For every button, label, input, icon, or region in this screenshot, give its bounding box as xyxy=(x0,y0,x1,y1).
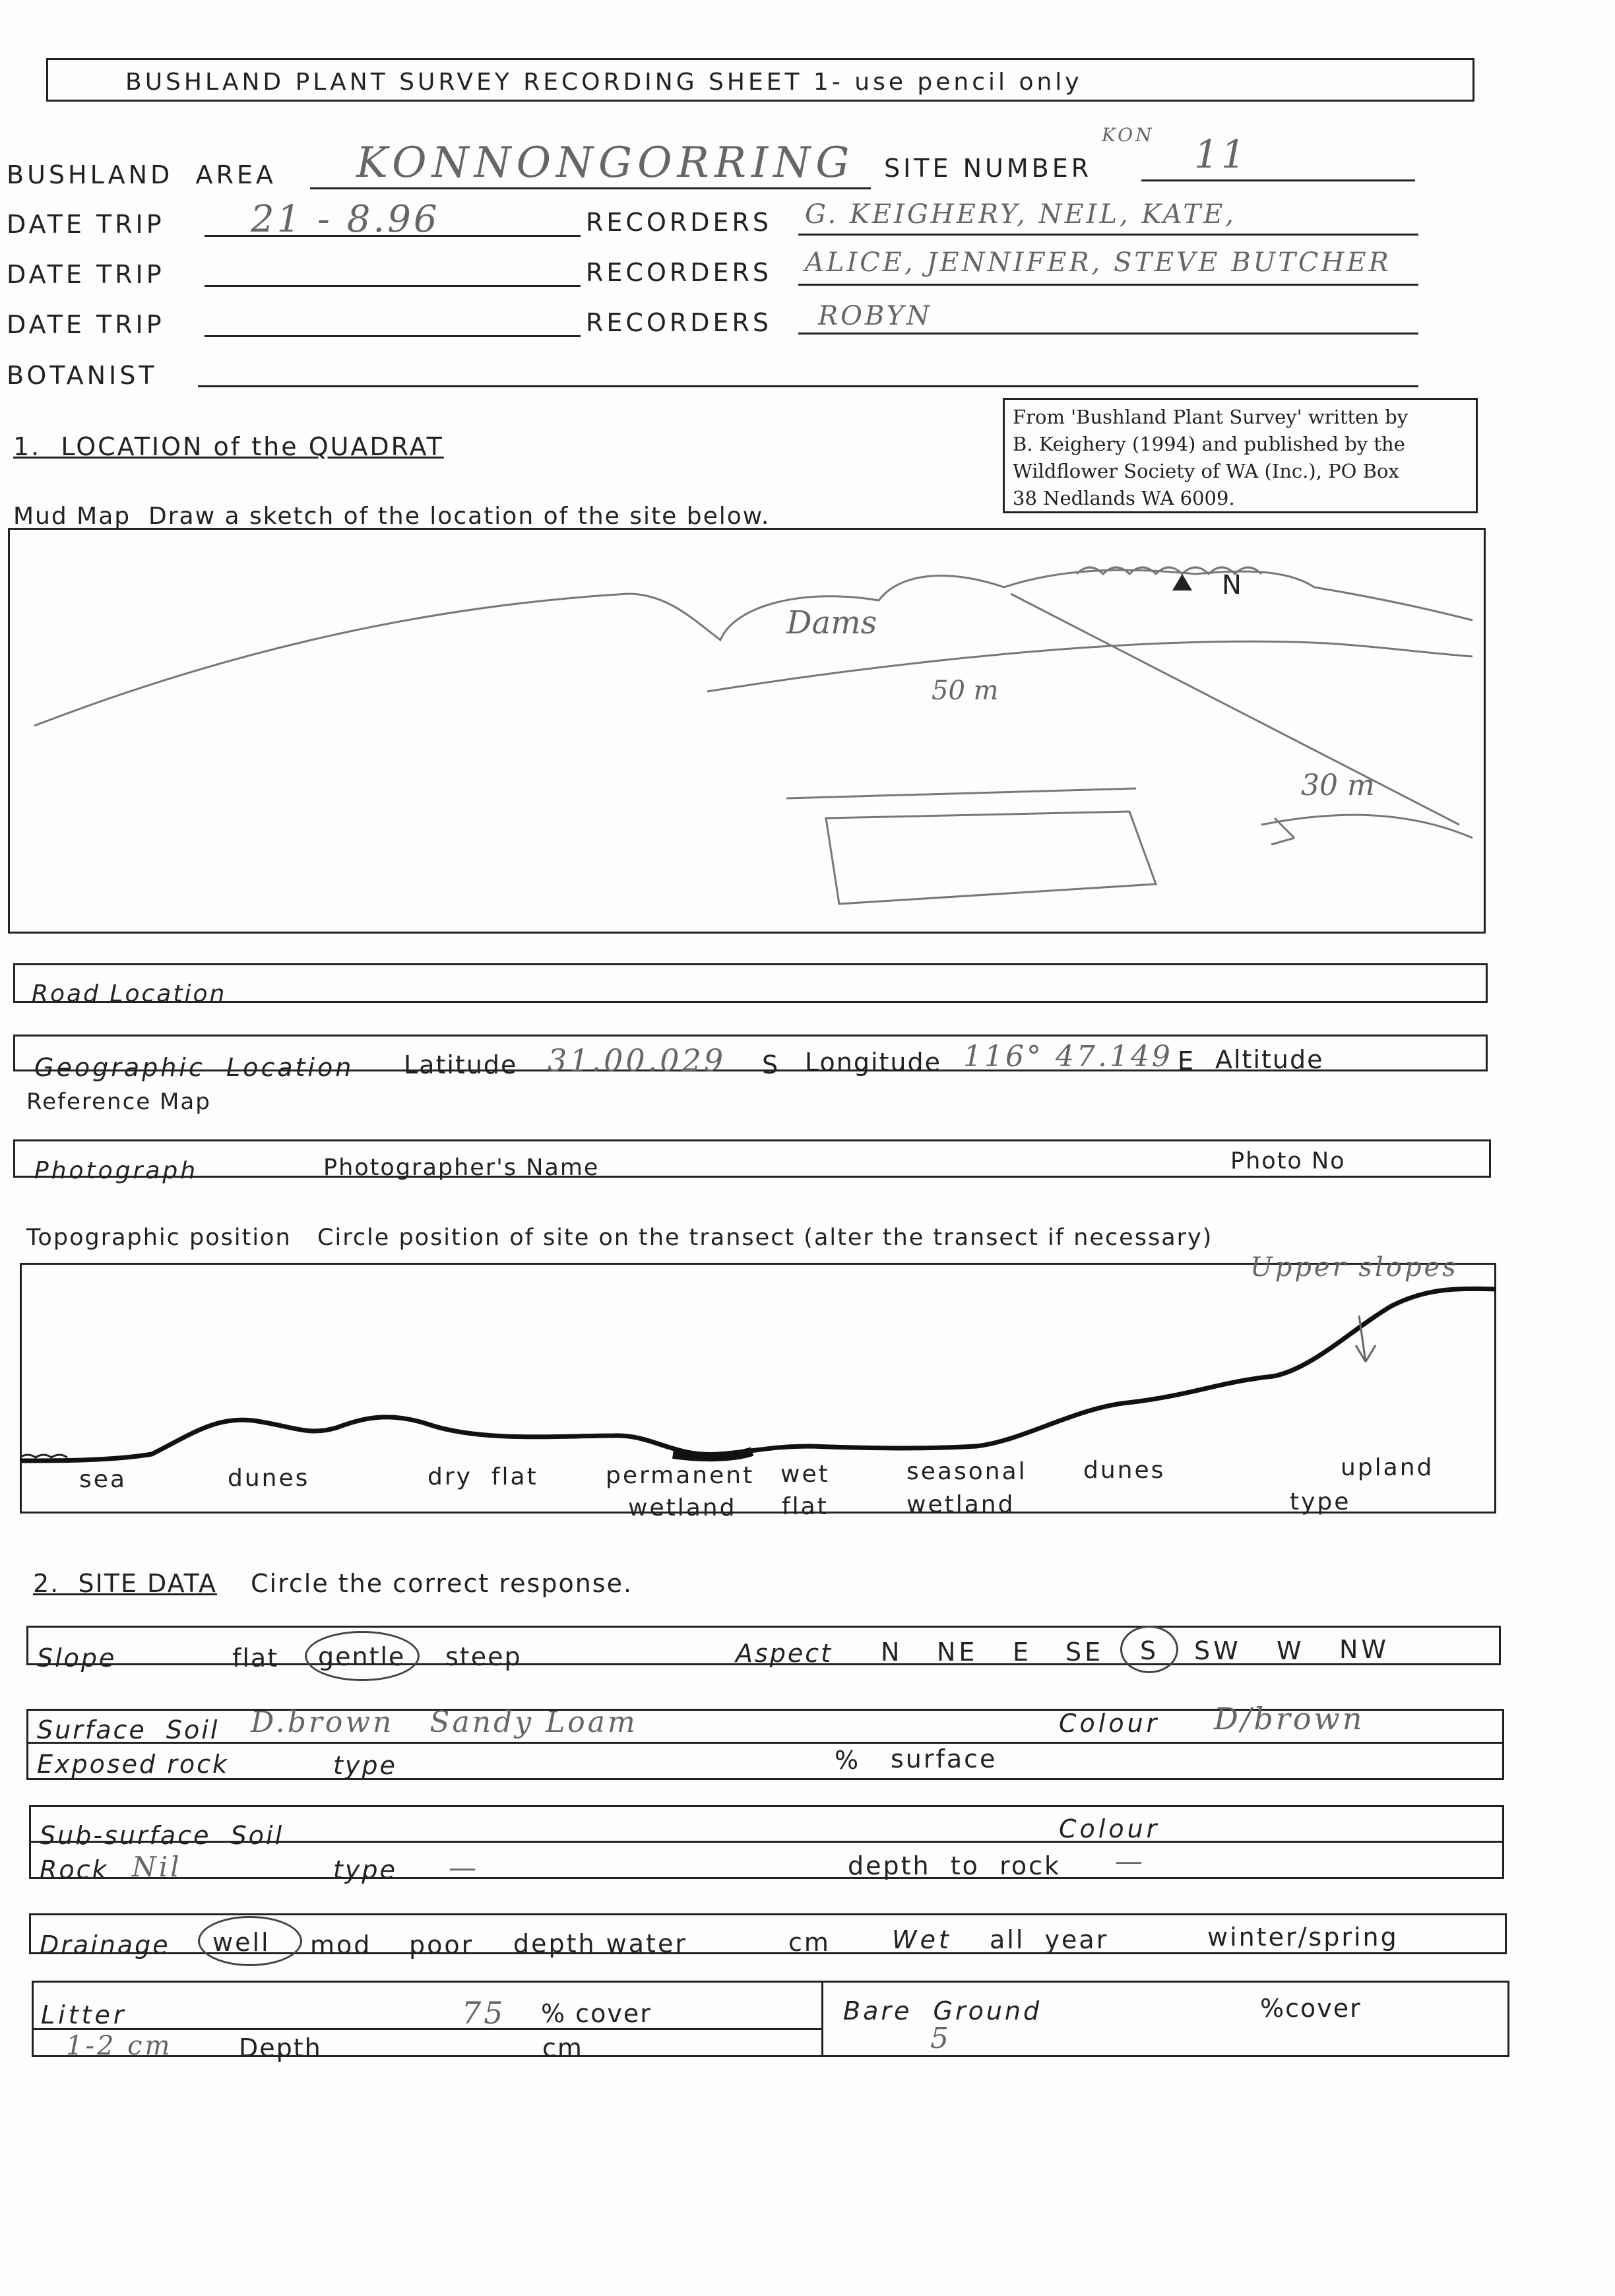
latitude-value[interactable]: 31.00.029 xyxy=(548,1042,726,1078)
bare-ground-cover: %cover xyxy=(1260,1994,1362,2023)
aspect-e[interactable]: E xyxy=(1013,1638,1032,1667)
citation-line-4: 38 Nedlands WA 6009. xyxy=(1013,487,1235,509)
topo-sea[interactable]: sea xyxy=(79,1466,127,1493)
longitude-e: E xyxy=(1178,1046,1197,1075)
aspect-nw[interactable]: NW xyxy=(1339,1635,1389,1664)
recorders-label-2: RECORDERS xyxy=(586,258,773,287)
citation-line-3: Wildflower Society of WA (Inc.), PO Box xyxy=(1013,460,1399,482)
topo-wetland-1[interactable]: wetland xyxy=(628,1494,737,1521)
recorders-label-3: RECORDERS xyxy=(586,308,773,337)
topo-dunes-1[interactable]: dunes xyxy=(228,1465,310,1492)
sketch-30m: 30 m xyxy=(1301,769,1375,802)
section2-heading: 2. SITE DATA xyxy=(33,1569,217,1598)
litter-depth-value[interactable]: 1-2 cm xyxy=(66,2031,173,2061)
road-location-box[interactable] xyxy=(13,963,1488,1003)
photograph-label: Photograph xyxy=(34,1157,199,1184)
topo-seasonal[interactable]: seasonal xyxy=(906,1458,1027,1485)
slope-label: Slope xyxy=(37,1643,117,1673)
drainage-all-year[interactable]: all year xyxy=(990,1925,1109,1954)
botanist-label: BOTANIST xyxy=(7,361,158,390)
exposed-rock-type: type xyxy=(333,1751,397,1780)
drainage-cm: cm xyxy=(788,1928,831,1957)
aspect-label: Aspect xyxy=(736,1639,833,1668)
section1-heading: 1. LOCATION of the QUADRAT xyxy=(13,432,444,461)
litter-label: Litter xyxy=(41,2000,127,2029)
drainage-depth-water: depth water xyxy=(513,1929,687,1958)
altitude-label: Altitude xyxy=(1215,1045,1324,1074)
topo-wetland-2[interactable]: wetland xyxy=(906,1491,1015,1518)
litter-vertical-divider xyxy=(821,1981,823,2057)
litter-divider xyxy=(32,2028,823,2030)
drainage-label: Drainage xyxy=(40,1930,170,1960)
rock-value[interactable]: Nil xyxy=(132,1851,182,1883)
sheet-title: BUSHLAND PLANT SURVEY RECORDING SHEET 1- use pencil only xyxy=(125,69,1083,96)
date-trip-label-1: DATE TRIP xyxy=(7,210,165,239)
aspect-sw[interactable]: SW xyxy=(1194,1636,1242,1665)
reference-map-label: Reference Map xyxy=(26,1089,211,1115)
litter-cover-label: % cover xyxy=(541,1999,652,2028)
recorders-line-1 xyxy=(798,234,1418,236)
subsurface-label: Sub-surface Soil xyxy=(40,1821,284,1850)
bushland-area-line xyxy=(310,187,871,189)
exposed-rock-percent: % xyxy=(835,1746,862,1775)
exposed-rock-surface: surface xyxy=(891,1744,998,1773)
depth-to-rock-label: depth to rock xyxy=(848,1851,1061,1880)
road-location-label: Road Location xyxy=(32,980,227,1007)
latitude-label: Latitude xyxy=(404,1050,518,1079)
botanist-line xyxy=(198,385,1418,387)
drainage-mod[interactable]: mod xyxy=(310,1930,372,1960)
topo-upland[interactable]: upland xyxy=(1341,1454,1434,1481)
longitude-value[interactable]: 116° 47.149 xyxy=(963,1040,1173,1073)
aspect-n[interactable]: N xyxy=(881,1638,903,1667)
slope-steep[interactable]: steep xyxy=(445,1642,522,1671)
mud-map-sketch xyxy=(8,528,1486,934)
recorders-label-1: RECORDERS xyxy=(586,208,773,237)
recorders-value-2[interactable]: ALICE, JENNIFER, STEVE BUTCHER xyxy=(805,247,1391,278)
site-prefix-value[interactable]: KON xyxy=(1102,124,1155,146)
recorders-value-1[interactable]: G. KEIGHERY, NEIL, KATE, xyxy=(805,199,1236,230)
topo-dunes-2[interactable]: dunes xyxy=(1083,1457,1166,1484)
litter-depth-label: Depth xyxy=(239,2033,322,2062)
surface-soil-label: Surface Soil xyxy=(37,1715,220,1744)
topo-wet[interactable]: wet xyxy=(780,1461,830,1488)
site-number-label: SITE NUMBER xyxy=(884,154,1092,183)
surface-colour-value[interactable]: D/brown xyxy=(1214,1701,1365,1737)
recorders-line-2 xyxy=(798,284,1418,286)
slope-flat[interactable]: flat xyxy=(232,1643,279,1673)
bare-ground-label: Bare Ground xyxy=(843,1996,1042,2025)
date-trip-line-2 xyxy=(205,285,581,287)
bushland-area-value[interactable]: KONNONGORRING xyxy=(356,139,855,187)
longitude-label: Longitude xyxy=(805,1048,941,1077)
bushland-area-label: BUSHLAND AREA xyxy=(7,160,276,189)
aspect-s[interactable]: S xyxy=(1140,1636,1160,1665)
site-number-line xyxy=(1141,179,1415,181)
sketch-dams: Dams xyxy=(786,604,877,641)
drainage-wet: Wet xyxy=(892,1925,952,1954)
topo-type[interactable]: type xyxy=(1290,1488,1351,1515)
rock-type-label: type xyxy=(333,1855,397,1884)
citation-box xyxy=(1003,398,1478,513)
aspect-ne[interactable]: NE xyxy=(937,1638,978,1667)
bare-ground-value[interactable]: 5 xyxy=(930,2022,951,2055)
topographic-label: Topographic position Circle position of site on the transect (alter the transect if necessary) xyxy=(26,1225,1213,1251)
litter-cover-value[interactable]: 75 xyxy=(462,1995,506,2031)
rock-label: Rock xyxy=(40,1855,109,1884)
slope-gentle[interactable]: gentle xyxy=(318,1642,406,1671)
mud-map-label: Mud Map Draw a sketch of the location of the site below. xyxy=(13,503,771,530)
litter-cm: cm xyxy=(542,2033,583,2062)
drainage-well[interactable]: well xyxy=(212,1928,270,1957)
date-trip-line-3 xyxy=(205,335,581,337)
topo-flat[interactable]: flat xyxy=(782,1493,829,1520)
depth-to-rock-value[interactable]: — xyxy=(1115,1845,1145,1877)
surface-soil-value[interactable]: D.brown Sandy Loam xyxy=(251,1706,638,1739)
citation-line-2: B. Keighery (1994) and published by the xyxy=(1013,433,1405,455)
photographer-label: Photographer's Name xyxy=(323,1155,600,1181)
surface-colour-label: Colour xyxy=(1059,1709,1160,1738)
topo-annotation: Upper slopes xyxy=(1250,1252,1459,1283)
site-number-value[interactable]: 11 xyxy=(1194,132,1248,177)
latitude-s: S xyxy=(762,1050,782,1079)
date-trip-label-2: DATE TRIP xyxy=(7,260,165,289)
recorders-line-3 xyxy=(798,333,1418,335)
surface-soil-divider xyxy=(26,1742,1504,1744)
topo-dry-flat[interactable]: dry flat xyxy=(428,1463,538,1490)
aspect-w[interactable]: W xyxy=(1277,1636,1305,1665)
recorders-value-3[interactable]: ROBYN xyxy=(818,301,933,331)
drainage-poor[interactable]: poor xyxy=(409,1930,474,1960)
citation-line-1: From 'Bushland Plant Survey' written by xyxy=(1013,406,1409,428)
section2-instruction: Circle the correct response. xyxy=(251,1569,633,1598)
sketch-north: N xyxy=(1222,570,1242,600)
geo-location-label: Geographic Location xyxy=(34,1053,354,1082)
sketch-50m: 50 m xyxy=(932,676,999,706)
aspect-se[interactable]: SE xyxy=(1065,1638,1104,1667)
subsurface-colour-label: Colour xyxy=(1059,1814,1160,1843)
date-trip-value-1[interactable]: 21 - 8.96 xyxy=(251,198,440,241)
photo-no-label: Photo No xyxy=(1230,1148,1346,1174)
date-trip-label-3: DATE TRIP xyxy=(7,310,165,339)
drainage-winter-spring[interactable]: winter/spring xyxy=(1207,1923,1399,1952)
exposed-rock-label: Exposed rock xyxy=(37,1750,230,1779)
rock-type-value[interactable]: — xyxy=(449,1851,479,1884)
topo-permanent[interactable]: permanent xyxy=(606,1462,755,1489)
